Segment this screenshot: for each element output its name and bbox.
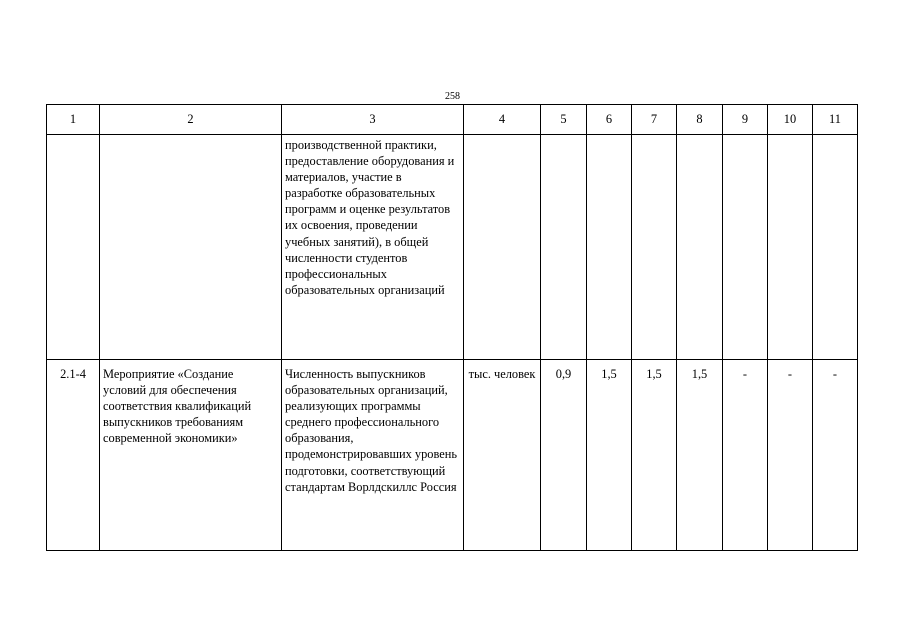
column-header: 7	[632, 105, 677, 135]
event-name-cell: Мероприятие «Создание условий для обеспечения соответствия квалификаций выпускников требованиям современной экономики»	[100, 360, 282, 551]
column-header: 1	[47, 105, 100, 135]
column-header: 9	[723, 105, 768, 135]
table-cell	[541, 135, 587, 360]
value-cell-6: 1,5	[587, 360, 632, 551]
table-cell	[768, 135, 813, 360]
value-cell-7: 1,5	[632, 360, 677, 551]
unit-cell: тыс. человек	[464, 360, 541, 551]
table-cell	[100, 135, 282, 360]
column-header: 8	[677, 105, 723, 135]
table-cell	[47, 135, 100, 360]
value-cell-9: -	[723, 360, 768, 551]
value-cell-10: -	[768, 360, 813, 551]
column-header: 3	[282, 105, 464, 135]
page-number: 258	[445, 91, 460, 102]
indicator-table	[46, 104, 858, 551]
table-header-row	[47, 105, 858, 135]
table-cell	[632, 135, 677, 360]
column-header: 2	[100, 105, 282, 135]
column-header: 5	[541, 105, 587, 135]
table-cell	[677, 135, 723, 360]
table-row	[47, 135, 858, 360]
column-header: 6	[587, 105, 632, 135]
value-cell-8: 1,5	[677, 360, 723, 551]
column-header: 4	[464, 105, 541, 135]
indicator-continuation-cell: производственной практики, предоставление оборудования и материалов, участие в разработке образовательных программ и оценке результатов их освоения, проведении учебных занятий), в общей численности студентов профессиональных образовательных организаций	[282, 135, 464, 360]
column-header: 11	[813, 105, 858, 135]
value-cell-5: 0,9	[541, 360, 587, 551]
value-cell-11: -	[813, 360, 858, 551]
table-cell	[723, 135, 768, 360]
column-header: 10	[768, 105, 813, 135]
table-cell	[813, 135, 858, 360]
table-row	[47, 360, 858, 551]
item-number-cell: 2.1-4	[47, 360, 100, 551]
indicator-name-cell: Численность выпускников образовательных организаций, реализующих программы среднего профессионального образования, продемонстрировавших уровень подготовки, соответствующий стандартам Ворлдскиллс Россия	[282, 360, 464, 551]
table-cell	[464, 135, 541, 360]
table-cell	[587, 135, 632, 360]
